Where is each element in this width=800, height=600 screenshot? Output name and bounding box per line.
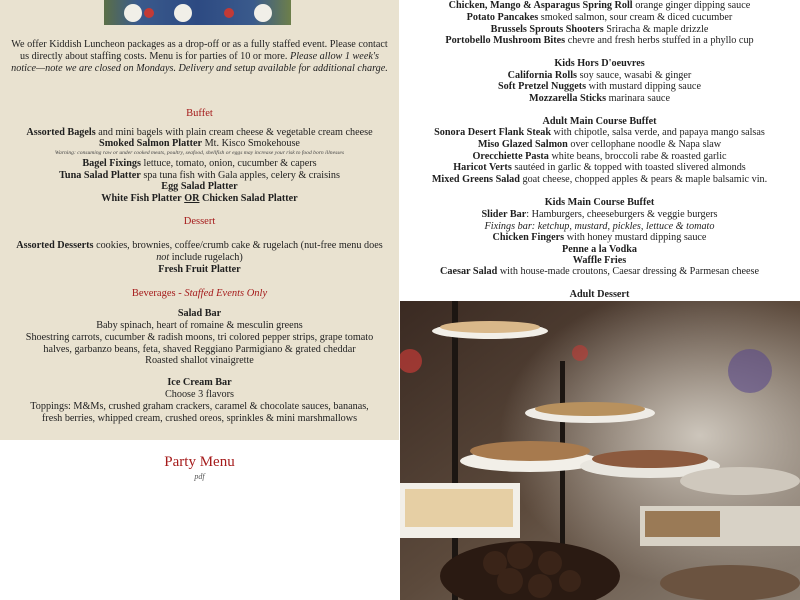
adult-main-title: Adult Main Course Buffet: [542, 116, 657, 127]
salad-bar-panel: [0, 299, 399, 440]
kids-main-title: Kids Main Course Buffet: [544, 197, 655, 208]
menu-item: Potato Pancakes smoked salmon, sour cream & diced cucumber: [466, 12, 733, 23]
menu-item: Penne a la Vodka: [561, 244, 637, 255]
menu-item: Caesar Salad with house-made croutons, Caesar dressing & Parmesan cheese: [440, 266, 759, 277]
dessert-title: Dessert: [183, 216, 216, 227]
kiddish-hero-image: [104, 0, 291, 25]
menu-item: Egg Salad Platter: [161, 181, 238, 192]
fixings-bar: Fixings bar: ketchup, mustard, pickles, lettuce & tomato: [484, 221, 715, 232]
menu-item: Soft Pretzel Nuggets with mustard dipping sauce: [498, 81, 701, 92]
menu-item: Smoked Salmon Platter Mt. Kisco Smokehouse: [99, 138, 300, 149]
party-menu-pdf-link[interactable]: pdf: [194, 472, 205, 481]
buffet-photo-image: [400, 301, 800, 600]
kiddish-panel: [0, 0, 399, 299]
party-menu-link-panel: [0, 440, 399, 600]
menu-item: Slider Bar: Hamburgers, cheeseburgers & veggie burgers: [481, 209, 718, 220]
menu-item: Bagel Fixings lettuce, tomato, onion, cucumber & capers: [82, 158, 317, 169]
menu-item: Portobello Mushroom Bites chevre and fresh herbs stuffed in a phyllo cup: [445, 35, 754, 46]
menu-item: Assorted Desserts cookies, brownies, coffee/crumb cake & rugelach (nut-free menu does not include rugelach): [16, 240, 383, 263]
menu-item: Chicken, Mango & Asparagus Spring Roll orange ginger dipping sauce: [448, 0, 751, 11]
party-menu-panel: [399, 0, 800, 299]
salad-line: Shoestring carrots, cucumber & radish moons, tri colored pepper strips, grape tomato halves, garbanzo beans, feta, shaved Reggiano Parmigiano & grated cheddar: [25, 332, 374, 355]
salad-dressing: Roasted shallot vinaigrette: [145, 355, 254, 366]
ice-cream-choose: Choose 3 flavors: [164, 389, 235, 400]
kiddish-intro: [10, 39, 389, 75]
adult-dessert-title: Adult Dessert: [569, 289, 630, 299]
menu-item: Sonora Desert Flank Steak with chipotle, salsa verde, and papaya mango salsas: [434, 127, 765, 138]
party-menu-title[interactable]: Party Menu: [164, 454, 235, 470]
buffet-title: Buffet: [186, 108, 213, 119]
menu-item: California Rolls soy sauce, wasabi & ginger: [507, 70, 692, 81]
salad-line: Baby spinach, heart of romaine & mesculin greens: [96, 320, 303, 331]
menu-item: Tuna Salad Platter spa tuna fish with Gala apples, celery & craisins: [59, 170, 340, 181]
buffet-photo: [400, 301, 800, 600]
food-warning: Warning: consuming raw or under cooked meats, poultry, seafood, shellfish or eggs may increase your risk to food born illnesses: [54, 150, 345, 156]
menu-item: Waffle Fries: [572, 255, 627, 266]
menu-item: Chicken Fingers with honey mustard dipping sauce: [492, 232, 707, 243]
menu-item: White Fish Platter OR Chicken Salad Platter: [101, 193, 298, 204]
menu-item: Haricot Verts sautéed in garlic & topped with toasted slivered almonds: [453, 162, 746, 173]
menu-item: Mixed Greens Salad goat cheese, chopped apples & pears & maple balsamic vin.: [431, 174, 768, 185]
ice-cream-toppings: Toppings: M&Ms, crushed graham crackers, caramel & chocolate sauces, bananas, fresh berries, whipped cream, crushed oreos, sprinkles & mini marshmallows: [30, 401, 369, 424]
beverages-title: Beverages - Staffed Events Only: [131, 288, 268, 299]
intro-text: We offer Kiddish Luncheon packages as a drop-off or as a fully staffed event. Please contact us directly about staffing costs. Menu is for parties of 10 or more.: [11, 39, 388, 62]
ice-cream-title: Ice Cream Bar: [167, 377, 232, 388]
menu-item: Assorted Bagels and mini bagels with plain cream cheese & vegetable cream cheese: [26, 127, 373, 138]
salad-bar-title: Salad Bar: [177, 308, 222, 319]
kids-hors-title: Kids Hors D'oeuvres: [554, 58, 645, 69]
menu-item: Mozzarella Sticks marinara sauce: [529, 93, 670, 104]
menu-item: Miso Glazed Salmon over cellophane noodle & Napa slaw: [477, 139, 722, 150]
menu-item: Orecchiette Pasta white beans, broccoli rabe & roasted garlic: [472, 151, 727, 162]
menu-item: Fresh Fruit Platter: [158, 264, 241, 275]
intro-note: Please allow 1 week's notice—note we are closed on Mondays. Delivery and setup available for additional charge.: [11, 51, 388, 74]
menu-item: Brussels Sprouts Shooters Sriracha & maple drizzle: [490, 24, 709, 35]
